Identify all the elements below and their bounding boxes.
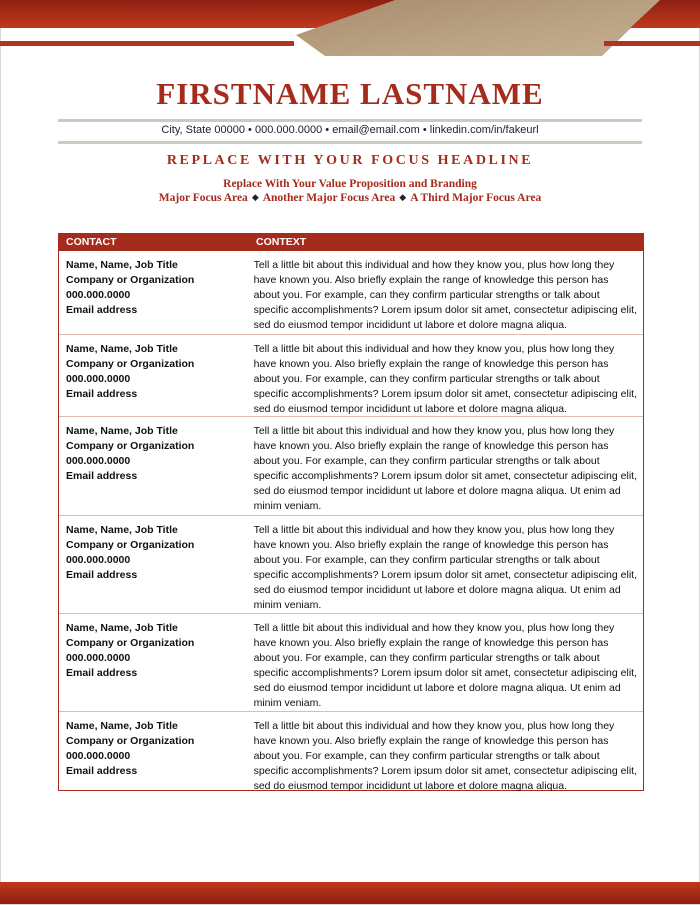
context-line: have known you. Also briefly explain the range of knowledge this person has <box>253 440 609 452</box>
context-line: specific accomplishments? Lorem ipsum dolor sit amet, consectetur adipiscing elit, <box>253 765 637 777</box>
header-red-line-left <box>0 41 294 46</box>
reference-email: Email address <box>66 569 138 581</box>
context-line: about you. For example, can they confirm particular strengths or talk about <box>253 750 600 762</box>
context-line: sed do eiusmod tempor incididunt ut labore et dolore magna aliqua. Ut enim ad <box>253 682 621 694</box>
context-line: about you. For example, can they confirm particular strengths or talk about <box>253 652 600 664</box>
context-line: Tell a little bit about this individual and how they know you, plus how long they <box>253 524 615 536</box>
reference-organization: Company or Organization <box>66 637 195 649</box>
context-line: specific accomplishments? Lorem ipsum dolor sit amet, consectetur adipiscing elit, <box>253 569 637 581</box>
contact-cell <box>59 516 247 613</box>
header-rule-top <box>58 119 642 122</box>
diamond-separator-icon: ◆ <box>251 192 259 202</box>
context-line: about you. For example, can they confirm particular strengths or talk about <box>253 455 600 467</box>
table-row <box>59 334 643 416</box>
header-red-line-right <box>604 41 700 46</box>
context-line: sed do eiusmod tempor incididunt ut labore et dolore magna aliqua. Ut enim ad <box>253 584 621 596</box>
context-cell <box>247 516 643 613</box>
focus-area-3: A Third Major Focus Area <box>410 192 542 204</box>
contact-cell <box>59 417 247 515</box>
context-line: specific accomplishments? Lorem ipsum dolor sit amet, consectetur adipiscing elit, <box>253 304 637 316</box>
contact-cell <box>59 712 247 790</box>
context-line: Tell a little bit about this individual and how they know you, plus how long they <box>253 622 615 634</box>
context-line: sed do eiusmod tempor incididunt ut labore et dolore magna aliqua. <box>253 319 568 331</box>
context-cell <box>247 712 643 790</box>
focus-headline: REPLACE WITH YOUR FOCUS HEADLINE <box>166 153 534 168</box>
reference-organization: Company or Organization <box>66 274 195 286</box>
context-line: specific accomplishments? Lorem ipsum dolor sit amet, consectetur adipiscing elit, <box>253 470 637 482</box>
diamond-separator-icon: ◆ <box>399 192 407 202</box>
reference-phone: 000.000.0000 <box>66 373 131 385</box>
focus-area-2: Another Major Focus Area <box>262 192 396 204</box>
context-cell <box>247 335 643 416</box>
context-line: about you. For example, can they confirm particular strengths or talk about <box>253 289 600 301</box>
context-line: Tell a little bit about this individual and how they know you, plus how long they <box>253 720 615 732</box>
contact-line: City, State 00000 • 000.000.0000 • email@email.com • linkedin.com/in/fakeurl <box>161 124 539 136</box>
reference-email: Email address <box>66 765 138 777</box>
context-line: Tell a little bit about this individual and how they know you, plus how long they <box>253 259 615 271</box>
reference-email: Email address <box>66 667 138 679</box>
value-proposition: Replace With Your Value Proposition and Branding <box>223 178 477 190</box>
header-decoration <box>0 0 700 60</box>
footer-decoration <box>0 882 700 904</box>
table-row <box>59 515 643 613</box>
reference-phone: 000.000.0000 <box>66 554 131 566</box>
context-cell <box>247 417 643 515</box>
contact-cell <box>59 614 247 711</box>
reference-name-title: Name, Name, Job Title <box>66 259 178 271</box>
table-row <box>59 251 643 334</box>
reference-name-title: Name, Name, Job Title <box>66 720 178 732</box>
reference-name-title: Name, Name, Job Title <box>66 343 178 355</box>
candidate-name: FIRSTNAME LASTNAME <box>156 76 544 111</box>
reference-name-title: Name, Name, Job Title <box>66 622 178 634</box>
context-line: specific accomplishments? Lorem ipsum dolor sit amet, consectetur adipiscing elit, <box>253 388 637 400</box>
context-line: minim veniam. <box>253 500 322 512</box>
reference-phone: 000.000.0000 <box>66 750 131 762</box>
reference-phone: 000.000.0000 <box>66 289 131 301</box>
contact-cell <box>59 251 247 334</box>
context-line: sed do eiusmod tempor incididunt ut labore et dolore magna aliqua. <box>253 403 568 415</box>
context-line: about you. For example, can they confirm particular strengths or talk about <box>253 554 600 566</box>
column-header-context: CONTEXT <box>256 236 307 248</box>
focus-area-1: Major Focus Area <box>158 192 248 204</box>
reference-name-title: Name, Name, Job Title <box>66 425 178 437</box>
context-line: sed do eiusmod tempor incididunt ut labore et dolore magna aliqua. Ut enim ad <box>253 485 621 497</box>
reference-organization: Company or Organization <box>66 735 195 747</box>
table-header <box>59 234 643 251</box>
context-line: have known you. Also briefly explain the range of knowledge this person has <box>253 358 609 370</box>
context-line: have known you. Also briefly explain the range of knowledge this person has <box>253 637 609 649</box>
context-cell <box>247 614 643 711</box>
reference-organization: Company or Organization <box>66 358 195 370</box>
references-table <box>58 233 644 791</box>
table-row <box>59 711 643 790</box>
reference-name-title: Name, Name, Job Title <box>66 524 178 536</box>
contact-cell <box>59 335 247 416</box>
context-line: minim veniam. <box>253 599 322 611</box>
context-line: have known you. Also briefly explain the range of knowledge this person has <box>253 274 609 286</box>
table-row <box>59 613 643 711</box>
header-rule-bottom <box>58 141 642 144</box>
table-body <box>59 251 643 790</box>
reference-email: Email address <box>66 388 138 400</box>
context-line: Tell a little bit about this individual and how they know you, plus how long they <box>253 425 615 437</box>
context-cell <box>247 251 643 334</box>
reference-organization: Company or Organization <box>66 539 195 551</box>
footer-red-band <box>0 882 700 904</box>
reference-email: Email address <box>66 304 138 316</box>
focus-areas <box>0 192 700 204</box>
column-header-contact: CONTACT <box>66 236 117 248</box>
context-line: about you. For example, can they confirm particular strengths or talk about <box>253 373 600 385</box>
context-line: Tell a little bit about this individual and how they know you, plus how long they <box>253 343 615 355</box>
context-line: have known you. Also briefly explain the range of knowledge this person has <box>253 539 609 551</box>
table-row <box>59 416 643 515</box>
reference-email: Email address <box>66 470 138 482</box>
context-line: have known you. Also briefly explain the range of knowledge this person has <box>253 735 609 747</box>
context-line: sed do eiusmod tempor incididunt ut labore et dolore magna aliqua. <box>253 780 568 792</box>
context-line: specific accomplishments? Lorem ipsum dolor sit amet, consectetur adipiscing elit, <box>253 667 637 679</box>
context-line: minim veniam. <box>253 697 322 709</box>
reference-phone: 000.000.0000 <box>66 455 131 467</box>
reference-organization: Company or Organization <box>66 440 195 452</box>
reference-phone: 000.000.0000 <box>66 652 131 664</box>
